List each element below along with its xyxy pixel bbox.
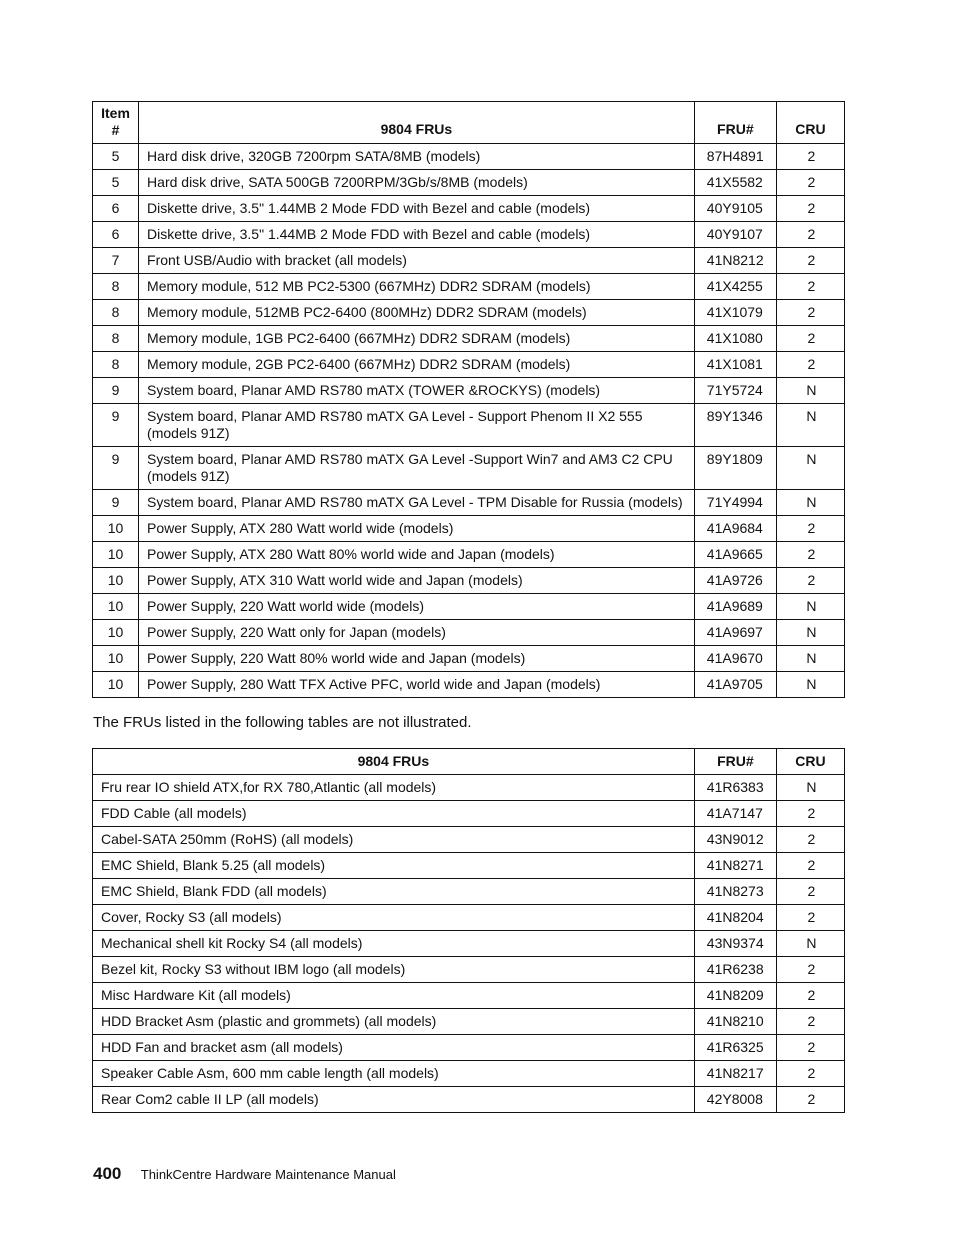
fru-number: 41R6238	[694, 957, 776, 983]
fru-table-not-illustrated	[92, 748, 845, 1113]
cru-value: 2	[776, 801, 844, 827]
fru-description: System board, Planar AMD RS780 mATX GA Level - TPM Disable for Russia (models)	[139, 490, 695, 516]
table-row	[93, 1009, 845, 1035]
item-number: 8	[93, 326, 139, 352]
fru-number: 41X5582	[694, 170, 776, 196]
table-row	[93, 853, 845, 879]
cru-value: 2	[776, 853, 844, 879]
cru-value: 2	[776, 222, 844, 248]
fru-description: Power Supply, ATX 280 Watt world wide (models)	[139, 516, 695, 542]
item-number: 6	[93, 222, 139, 248]
fru-number: 41A9705	[694, 672, 776, 698]
fru-number: 41N8212	[694, 248, 776, 274]
cru-value: 2	[776, 300, 844, 326]
page-footer	[93, 1164, 396, 1184]
item-number: 10	[93, 568, 139, 594]
table-row	[93, 404, 845, 447]
fru-description: EMC Shield, Blank FDD (all models)	[93, 879, 695, 905]
cru-value: N	[776, 447, 844, 490]
table-row	[93, 879, 845, 905]
fru-description: Rear Com2 cable II LP (all models)	[93, 1087, 695, 1113]
header-cru: CRU	[776, 102, 844, 144]
cru-value: N	[776, 672, 844, 698]
cru-value: N	[776, 490, 844, 516]
header-cru: CRU	[776, 749, 844, 775]
fru-description: Cover, Rocky S3 (all models)	[93, 905, 695, 931]
cru-value: N	[776, 620, 844, 646]
fru-description: Memory module, 512 MB PC2-5300 (667MHz) DDR2 SDRAM (models)	[139, 274, 695, 300]
cru-value: 2	[776, 248, 844, 274]
item-number: 9	[93, 490, 139, 516]
cru-value: 2	[776, 144, 844, 170]
fru-number: 41R6325	[694, 1035, 776, 1061]
table-row	[93, 905, 845, 931]
fru-description: Power Supply, ATX 280 Watt 80% world wide and Japan (models)	[139, 542, 695, 568]
fru-number: 41N8210	[694, 1009, 776, 1035]
table-row	[93, 170, 845, 196]
fru-description: HDD Bracket Asm (plastic and grommets) (all models)	[93, 1009, 695, 1035]
table-row	[93, 672, 845, 698]
header-item: Item #	[93, 102, 139, 144]
cru-value: 2	[776, 326, 844, 352]
fru-description: Diskette drive, 3.5" 1.44MB 2 Mode FDD with Bezel and cable (models)	[139, 222, 695, 248]
item-number: 9	[93, 404, 139, 447]
table-row	[93, 378, 845, 404]
table-row	[93, 516, 845, 542]
fru-description: Power Supply, 220 Watt only for Japan (models)	[139, 620, 695, 646]
table-row	[93, 447, 845, 490]
table-row	[93, 801, 845, 827]
cru-value: 2	[776, 568, 844, 594]
table-row	[93, 274, 845, 300]
fru-description: Memory module, 1GB PC2-6400 (667MHz) DDR2 SDRAM (models)	[139, 326, 695, 352]
manual-title: ThinkCentre Hardware Maintenance Manual	[140, 1167, 396, 1182]
fru-number: 41A9689	[694, 594, 776, 620]
fru-description: System board, Planar AMD RS780 mATX GA Level -Support Win7 and AM3 C2 CPU (models 91Z)	[139, 447, 695, 490]
table-row	[93, 326, 845, 352]
cru-value: 2	[776, 542, 844, 568]
fru-number: 41N8273	[694, 879, 776, 905]
fru-description: Power Supply, 220 Watt world wide (models)	[139, 594, 695, 620]
fru-number: 89Y1346	[694, 404, 776, 447]
fru-description: Power Supply, 220 Watt 80% world wide and Japan (models)	[139, 646, 695, 672]
table-row	[93, 490, 845, 516]
fru-number: 41R6383	[694, 775, 776, 801]
cru-value: 2	[776, 957, 844, 983]
item-number: 10	[93, 516, 139, 542]
item-number: 10	[93, 672, 139, 698]
cru-value: 2	[776, 1061, 844, 1087]
table-row	[93, 352, 845, 378]
fru-description: EMC Shield, Blank 5.25 (all models)	[93, 853, 695, 879]
item-number: 5	[93, 170, 139, 196]
item-number: 7	[93, 248, 139, 274]
fru-number: 43N9374	[694, 931, 776, 957]
fru-number: 41A9670	[694, 646, 776, 672]
fru-description: Fru rear IO shield ATX,for RX 780,Atlantic (all models)	[93, 775, 695, 801]
fru-number: 41X1081	[694, 352, 776, 378]
item-number: 8	[93, 300, 139, 326]
table-row	[93, 300, 845, 326]
cru-value: N	[776, 378, 844, 404]
fru-description: Misc Hardware Kit (all models)	[93, 983, 695, 1009]
fru-number: 41X4255	[694, 274, 776, 300]
item-number: 10	[93, 646, 139, 672]
table-row	[93, 1087, 845, 1113]
cru-value: 2	[776, 905, 844, 931]
table-row	[93, 248, 845, 274]
table-row	[93, 646, 845, 672]
table-row	[93, 594, 845, 620]
fru-number: 87H4891	[694, 144, 776, 170]
fru-number: 71Y4994	[694, 490, 776, 516]
fru-description: Hard disk drive, SATA 500GB 7200RPM/3Gb/s/8MB (models)	[139, 170, 695, 196]
table-row	[93, 1061, 845, 1087]
cru-value: 2	[776, 1087, 844, 1113]
table-row	[93, 222, 845, 248]
table-row	[93, 957, 845, 983]
table-header-row	[93, 102, 845, 144]
fru-description: Front USB/Audio with bracket (all models)	[139, 248, 695, 274]
fru-description: System board, Planar AMD RS780 mATX GA Level - Support Phenom II X2 555 (models 91Z)	[139, 404, 695, 447]
cru-value: 2	[776, 274, 844, 300]
fru-description: Hard disk drive, 320GB 7200rpm SATA/8MB (models)	[139, 144, 695, 170]
cru-value: N	[776, 775, 844, 801]
item-number: 8	[93, 274, 139, 300]
fru-description: Cabel-SATA 250mm (RoHS) (all models)	[93, 827, 695, 853]
table-row	[93, 542, 845, 568]
item-number: 9	[93, 447, 139, 490]
table-header-row	[93, 749, 845, 775]
cru-value: 2	[776, 827, 844, 853]
fru-description: System board, Planar AMD RS780 mATX (TOWER &ROCKYS) (models)	[139, 378, 695, 404]
item-number: 9	[93, 378, 139, 404]
header-frus: 9804 FRUs	[139, 102, 695, 144]
fru-number: 41N8217	[694, 1061, 776, 1087]
cru-value: 2	[776, 170, 844, 196]
fru-number: 41N8209	[694, 983, 776, 1009]
fru-number: 41A9726	[694, 568, 776, 594]
item-number: 10	[93, 542, 139, 568]
fru-number: 41N8204	[694, 905, 776, 931]
fru-number: 71Y5724	[694, 378, 776, 404]
header-fru-number: FRU#	[694, 102, 776, 144]
page-number: 400	[93, 1164, 122, 1183]
header-frus: 9804 FRUs	[93, 749, 695, 775]
intro-text: The FRUs listed in the following tables are not illustrated.	[93, 714, 472, 731]
cru-value: N	[776, 646, 844, 672]
fru-number: 41A9684	[694, 516, 776, 542]
fru-description: Memory module, 2GB PC2-6400 (667MHz) DDR2 SDRAM (models)	[139, 352, 695, 378]
fru-number: 41X1079	[694, 300, 776, 326]
item-number: 10	[93, 620, 139, 646]
table-row	[93, 775, 845, 801]
table-row	[93, 144, 845, 170]
header-fru-number: FRU#	[694, 749, 776, 775]
cru-value: 2	[776, 352, 844, 378]
fru-description: Power Supply, 280 Watt TFX Active PFC, world wide and Japan (models)	[139, 672, 695, 698]
fru-description: FDD Cable (all models)	[93, 801, 695, 827]
fru-description: Memory module, 512MB PC2-6400 (800MHz) DDR2 SDRAM (models)	[139, 300, 695, 326]
table-row	[93, 1035, 845, 1061]
fru-table-illustrated	[92, 101, 845, 698]
table-row	[93, 196, 845, 222]
cru-value: 2	[776, 1035, 844, 1061]
item-number: 8	[93, 352, 139, 378]
fru-description: Power Supply, ATX 310 Watt world wide and Japan (models)	[139, 568, 695, 594]
cru-value: 2	[776, 1009, 844, 1035]
fru-number: 41X1080	[694, 326, 776, 352]
cru-value: N	[776, 404, 844, 447]
cru-value: N	[776, 594, 844, 620]
fru-number: 40Y9105	[694, 196, 776, 222]
cru-value: 2	[776, 196, 844, 222]
item-number: 5	[93, 144, 139, 170]
fru-number: 41A7147	[694, 801, 776, 827]
fru-number: 89Y1809	[694, 447, 776, 490]
fru-description: Speaker Cable Asm, 600 mm cable length (all models)	[93, 1061, 695, 1087]
cru-value: N	[776, 931, 844, 957]
cru-value: 2	[776, 879, 844, 905]
item-number: 6	[93, 196, 139, 222]
fru-number: 42Y8008	[694, 1087, 776, 1113]
table-row	[93, 620, 845, 646]
fru-number: 41A9665	[694, 542, 776, 568]
table-row	[93, 931, 845, 957]
fru-number: 41A9697	[694, 620, 776, 646]
fru-number: 40Y9107	[694, 222, 776, 248]
fru-description: Diskette drive, 3.5" 1.44MB 2 Mode FDD with Bezel and cable (models)	[139, 196, 695, 222]
fru-number: 41N8271	[694, 853, 776, 879]
fru-description: Mechanical shell kit Rocky S4 (all models)	[93, 931, 695, 957]
table-row	[93, 568, 845, 594]
cru-value: 2	[776, 516, 844, 542]
fru-description: HDD Fan and bracket asm (all models)	[93, 1035, 695, 1061]
cru-value: 2	[776, 983, 844, 1009]
fru-number: 43N9012	[694, 827, 776, 853]
item-number: 10	[93, 594, 139, 620]
table-row	[93, 983, 845, 1009]
table-row	[93, 827, 845, 853]
fru-description: Bezel kit, Rocky S3 without IBM logo (all models)	[93, 957, 695, 983]
